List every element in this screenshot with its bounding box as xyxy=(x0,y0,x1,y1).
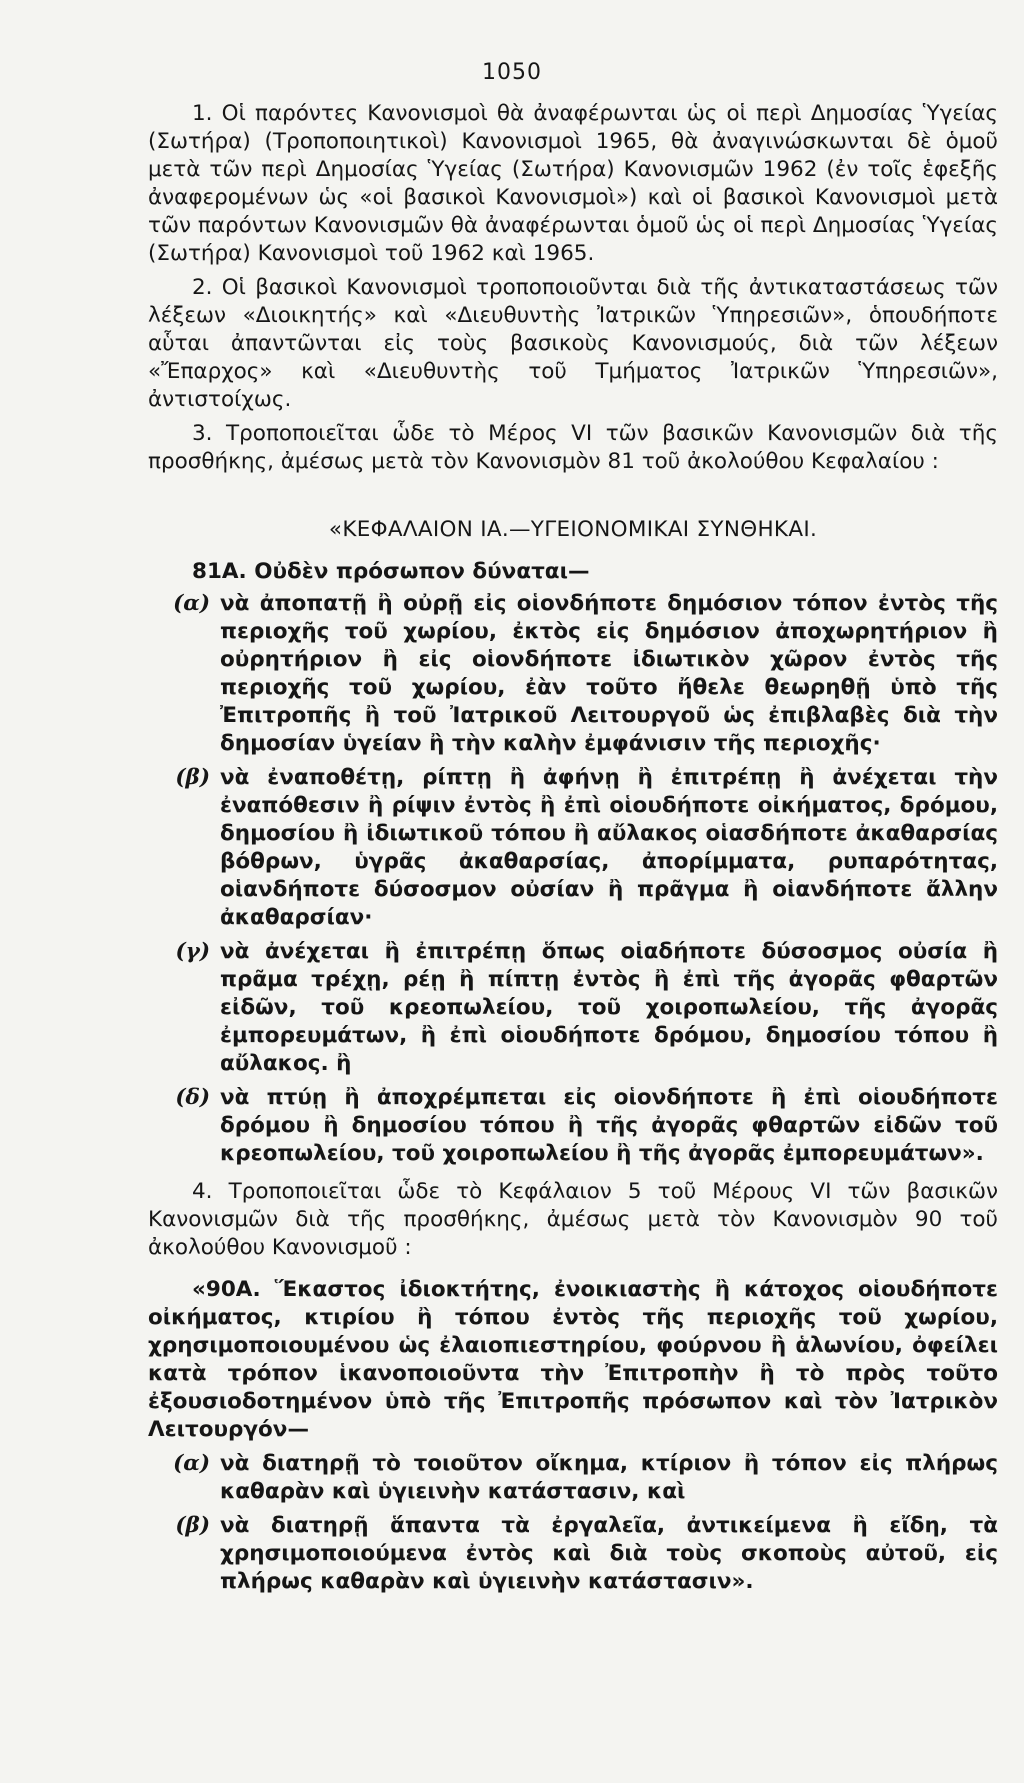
item-text: νὰ πτύῃ ἢ ἀποχρέμπεται εἰς οἱονδήποτε ἢ ἐπὶ οἱουδήποτε δρόμου ἢ δημοσίου τόπου ἢ τῆς ἀγορᾶς φθαρτῶν εἰδῶν τοῦ κρεοπωλείου, τοῦ χοιροπωλείου ἢ τῆς ἀγορᾶς ἐμπορευμάτων». xyxy=(220,1085,998,1166)
item-text: νὰ διατηρῇ ἅπαντα τὰ ἐργαλεῖα, ἀντικείμενα ἢ εἴδη, τὰ χρησιμοποιούμενα ἐντὸς καὶ διὰ τοὺς σκοποὺς αὐτοῦ, εἰς πλήρως καθαρὰν καὶ ὑγιεινὴν κατάστασιν». xyxy=(220,1513,998,1594)
regulation-90a-item xyxy=(148,1450,998,1506)
regulation-90a-lead: «90Α. Ἕκαστος ἰδιοκτήτης, ἐνοικιαστὴς ἢ κάτοχος οἱουδήποτε οἰκήματος, κτιρίου ἢ τόπου ἐντὸς τῆς περιοχῆς τοῦ χωρίου, χρησιμοποιουμένου ὡς ἐλαιοπιεστηρίου, φούρνου ἢ ἁλωνίου, ὀφείλει κατὰ τρόπον ἱκανοποιοῦντα τὴν Ἐπιτροπὴν ἢ τὸ πρὸς τοῦτο ἐξουσιοδοτημένον ὑπὸ τῆς Ἐπιτροπῆς πρόσωπον καὶ τὸν Ἰατρικὸν Λειτουργόν— xyxy=(148,1277,998,1442)
regulation-81a-item xyxy=(148,764,998,932)
item-text: νὰ ἀποπατῇ ἢ οὐρῇ εἰς οἱονδήποτε δημόσιον τόπον ἐντὸς τῆς περιοχῆς τοῦ χωρίου, ἐκτὸς εἰς δημόσιον ἀποχωρητήριον ἢ οὐρητήριον ἢ εἰς οἱονδήποτε ἰδιωτικὸν χῶρον ἐντὸς τῆς περιοχῆς τοῦ χωρίου, ἐὰν τοῦτο ἤθελε θεωρηθῇ ὑπὸ τῆς Ἐπιτροπῆς ἢ τοῦ Ἰατρικοῦ Λειτουργοῦ ὡς ἐπιβλαβὲς διὰ τὴν δημοσίαν ὑγείαν ἢ τὴν καλὴν ἐμφάνισιν τῆς περιοχῆς· xyxy=(220,591,998,756)
item-text: νὰ ἀνέχεται ἢ ἐπιτρέπῃ ὅπως οἱαδήποτε δύσοσμος οὐσία ἢ πρᾶμα τρέχῃ, ρέῃ ἢ πίπτῃ ἐντὸς ἢ ἐπὶ τῆς ἀγορᾶς φθαρτῶν εἰδῶν, τοῦ κρεοπωλείου, τοῦ χοιροπωλείου, τῆς ἀγορᾶς ἐμπορευμάτων, ἢ ἐπὶ οἱουδήποτε δρόμου, δημοσίου τόπου ἢ αὔλακος. ἢ xyxy=(220,939,998,1076)
item-marker: (β) xyxy=(175,1513,210,1538)
item-text: νὰ ἐναποθέτῃ, ρίπτῃ ἢ ἀφήνῃ ἢ ἐπιτρέπῃ ἢ ἀνέχεται τὴν ἐναπόθεσιν ἢ ρίψιν ἐντὸς ἢ ἐπὶ οἱουδήποτε οἰκήματος, δρόμου, δημοσίου ἢ ἰδιωτικοῦ τόπου ἢ αὔλακος οἱασδήποτε ἀκαθαρσίας βόθρων, ὑγρᾶς ἀκαθαρσίας, ἀπορίμματα, ρυπαρότητας, οἱανδήποτε δύσοσμον οὐσίαν ἢ πρᾶγμα ἢ οἱανδήποτε ἄλλην ἀκαθαρσίαν· xyxy=(220,765,998,930)
regulation-81a xyxy=(148,558,998,1168)
paragraph-3: 3. Τροποποιεῖται ὧδε τὸ Μέρος VI τῶν βασικῶν Κανονισμῶν διὰ τῆς προσθήκης, ἀμέσως μετὰ τὸν Κανονισμὸν 81 τοῦ ἀκολούθου Κεφαλαίου : xyxy=(148,421,998,474)
chapter-heading: «ΚΕΦΑΛΑΙΟΝ ΙΑ.—ΥΓΕΙΟΝΟΜΙΚΑΙ ΣΥΝΘΗΚΑΙ. xyxy=(328,517,818,542)
item-marker: (α) xyxy=(173,591,210,616)
document-body xyxy=(148,100,998,1602)
item-marker: (α) xyxy=(173,1451,210,1476)
regulation-81a-item xyxy=(148,938,998,1078)
item-marker: (δ) xyxy=(175,1085,210,1110)
paragraph-1: 1. Οἱ παρόντες Κανονισμοὶ θὰ ἀναφέρωνται ὡς οἱ περὶ Δημοσίας Ὑγείας (Σωτήρα) (Τροποποιητικοὶ) Κανονισμοὶ 1965, θὰ ἀναγινώσκωνται δὲ ὁμοῦ μετὰ τῶν περὶ Δημοσίας Ὑγείας (Σωτήρα) Κανονισμῶν 1962 (ἐν τοῖς ἑφεξῆς ἀναφερομένων ὡς «οἱ βασικοὶ Κανονισμοὶ») καὶ οἱ βασικοὶ Κανονισμοὶ μετὰ τῶν παρόντων Κανονισμῶν θὰ ἀναφέρωνται ὁμοῦ ὡς οἱ περὶ Δημοσίας Ὑγείας (Σωτήρα) Κανονισμοὶ τοῦ 1962 καὶ 1965. xyxy=(148,101,998,266)
regulation-90a-item xyxy=(148,1512,998,1596)
item-text: νὰ διατηρῇ τὸ τοιοῦτον οἴκημα, κτίριον ἢ τόπον εἰς πλήρως καθαρὰν καὶ ὑγιεινὴν κατάστασιν, καὶ xyxy=(220,1451,998,1504)
item-marker: (β) xyxy=(175,765,210,790)
regulation-90a xyxy=(148,1276,998,1596)
paragraph-4: 4. Τροποποιεῖται ὧδε τὸ Κεφάλαιον 5 τοῦ Μέρους VI τῶν βασικῶν Κανονισμῶν διὰ τῆς προσθήκης, ἀμέσως μετὰ τὸν Κανονισμὸν 90 τοῦ ἀκολούθου Κανονισμοῦ : xyxy=(148,1179,998,1260)
regulation-81a-lead: 81Α. Οὐδὲν πρόσωπον δύναται— xyxy=(192,559,590,584)
page-number: 1050 xyxy=(482,60,542,85)
item-marker: (γ) xyxy=(175,939,210,964)
regulation-81a-item xyxy=(148,1084,998,1168)
regulation-81a-item xyxy=(148,590,998,758)
paragraph-2: 2. Οἱ βασικοὶ Κανονισμοὶ τροποποιοῦνται διὰ τῆς ἀντικαταστάσεως τῶν λέξεων «Διοικητής» καὶ «Διευθυντὴς Ἰατρικῶν Ὑπηρεσιῶν», ὁπουδήποτε αὗται ἀπαντῶνται εἰς τοὺς βασικοὺς Κανονισμούς, διὰ τῶν λέξεων «Ἔπαρχος» καὶ «Διευθυντὴς τοῦ Τμήματος Ἰατρικῶν Ὑπηρεσιῶν», ἀντιστοίχως. xyxy=(148,275,998,412)
